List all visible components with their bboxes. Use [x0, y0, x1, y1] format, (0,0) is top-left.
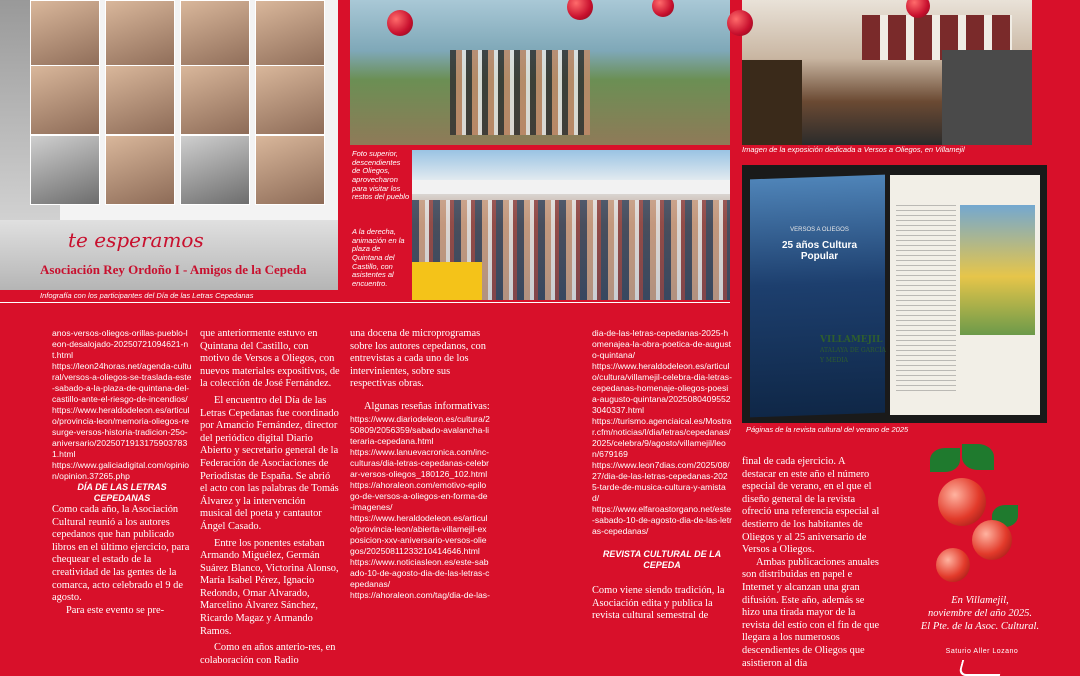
portrait-photo: [105, 135, 175, 205]
portrait-photo: [30, 65, 100, 135]
handwritten-signature: [958, 660, 1004, 676]
portrait-photo: [180, 135, 250, 205]
section-heading-letras: DÍA DE LAS LETRAS CEPEDANAS: [77, 482, 167, 503]
plaza-crowd-photo: [412, 150, 730, 300]
exhibition-photo: [742, 0, 1032, 145]
column-5: [742, 456, 880, 670]
section-heading-revista: REVISTA CULTURAL DE LA CEPEDA: [602, 549, 722, 570]
paragraph: Como cada año, la Asociación Cultural reunió a los autores cepedanos que han publicado libros en el último ejercicio, para chequear el estado de la creatividad de las gentes de la comarca, acto celebrado el 9 de agosto.: [52, 504, 190, 604]
caption-descendants: Foto superior, descendientes de Oliegos, aprovecharon para visitar los restos del pueblo: [352, 149, 410, 202]
portrait-photo: [255, 65, 325, 135]
portrait-photo: [180, 0, 250, 70]
association-name: Asociación Rey Ordoño I - Amigos de la Cepeda: [40, 262, 307, 277]
page-art: [960, 205, 1035, 335]
christmas-bauble-icon: [938, 478, 986, 526]
portrait-photo: [255, 0, 325, 70]
signature-block: [890, 594, 1070, 633]
yellow-box: [412, 262, 482, 300]
portrait-photo: [180, 65, 250, 135]
page-art-title: VILLAMEJIL ATALAYA DE GARCÍA Y MEDIA: [820, 335, 886, 364]
infographic-tagline: te esperamos: [68, 228, 204, 252]
christmas-bauble-icon: [972, 520, 1012, 560]
group-people: [450, 50, 590, 135]
paragraph: El encuentro del Día de las Letras Cepedanas fue coordinado por Amancio Fernández, director del periódico digital Diario Abierto y secretario general de la Federación de Asociaciones de Periodistas de España. Se abrió el acto con las palabras de Tomás Álvarez y la intervención musical del poeta y cantautor Ángel Casado.: [200, 394, 339, 532]
column-2: [200, 328, 340, 667]
paragraph: Como viene siendo tradición, la Asociación edita y publica la revista cultural semestral de: [592, 585, 725, 622]
signature-place: En Villamejil,: [951, 595, 1009, 606]
divider: [0, 302, 730, 303]
christmas-bauble-icon: [936, 548, 970, 582]
caption-exhibition: Imagen de la exposición dedicada a Versos a Oliegos, en Villamejil: [742, 145, 965, 154]
signature-date: noviembre del año 2025.: [927, 608, 1032, 619]
paragraph: Para este evento se pre-: [66, 604, 165, 616]
holly-leaf-icon: [930, 448, 960, 472]
signatory-name: Saturio Aller Lozano: [945, 648, 1019, 655]
tent-canopy: [412, 180, 730, 194]
text-lines: [896, 205, 956, 395]
christmas-bauble-icon: [727, 10, 753, 36]
paragraph: que anteriormente estuvo en Quintana del Castillo, con motivo de Versos a Oliegos, con nuevos materiales expositivos, de la colección de José Fernández.: [200, 328, 340, 390]
portrait-photo: [255, 135, 325, 205]
christmas-bauble-icon: [387, 10, 413, 36]
infographic-panel: [0, 0, 338, 290]
caption-animation: A la derecha, animación en la plaza de Quintana del Castillo, con asistentes al encuentro.: [352, 227, 405, 288]
column-3: [350, 328, 490, 601]
paragraph: Ambas publicaciones anuales son distribuidas en papel e Internet y alcanzan una gran difusión. Este año, además se hizo una tirada mayor de la revista del estío con el fin de que llegara a los numerosos descendientes de Oliegos que asistieron al día: [742, 556, 880, 669]
portrait-photo: [105, 65, 175, 135]
paragraph: Entre los ponentes estaban Armando Miguélez, Germán Suárez Blanco, Victorina Alonso, María Isabel Pérez, Ignacio Redondo, Omar Alvarado, Marcelino Álvarez Sánchez, Ricardo Magaz y Armando Ramos.: [200, 537, 339, 637]
magazine-right-page: [890, 175, 1040, 415]
signature-role: El Pte. de la Asoc. Cultural.: [920, 621, 1040, 632]
visitor: [942, 50, 1032, 145]
paragraph: Algunas reseñas informativas:: [364, 400, 490, 412]
url-list: dia-de-las-letras-cepedanas-2025-homenajea-la-obra-poetica-de-augusto-quintana/ https://www.heraldodeleon.es/articulo/cultura/villamejil-celebra-dia-letras-cepedanas-homenaje-oliegos-poesia-augusto-quintana/20250804095523040337.html https://turismo.agenciaical.es/Mostrar.cfm/noticias/l/dia/letras/cepedanas/2025/celebra/9/agosto/villamejil/leon/679169 https://www.leon7dias.com/2025/08/27/dia-de-las-letras-cepedanas-2025-tarde-de-musica-cultura-y-amistad/ https://www.elfaroastorgano.net/este-sabado-10-de-agosto-dia-de-las-letras-cepedanas/: [592, 328, 732, 536]
paragraph: una docena de microprogramas sobre los autores cepedanos, con entrevistas a cada uno de los intervinientes, sobre sus respectivas obras.: [350, 328, 486, 390]
infographic-caption: Infografía con los participantes del Día de las Letras Cepedanas: [40, 291, 254, 300]
holly-leaf-icon: [962, 444, 994, 470]
column-4: [592, 328, 732, 623]
visitor: [742, 60, 802, 145]
magazine-left-page: [750, 175, 885, 418]
paragraph: final de cada ejercicio. A destacar en este año el número especial de verano, en el que el diseño general de la revista ofreció una referencia especial al destierro de los habitantes de Oliegos y al 25 aniversario de Versos a Oliegos.: [742, 456, 880, 556]
portrait-photo: [30, 135, 100, 205]
magazine-title: 25 años Cultura Popular: [781, 240, 858, 262]
url-list: https://www.diariodeleon.es/cultura/250809/2056359/sabado-avalancha-literaria-cepedana.html https://www.lanuevacronica.com/inc-culturas/dia-letras-cepedanas-celebrar-versos-oliegos_180126_102.html https://ahoraleon.com/emotivo-epilogo-de-versos-a-oliegos-en-forma-de-imagenes/ https://www.heraldodeleon.es/articulo/provincia-leon/abierta-villamejil-exposicion-xxv-aniversario-versos-oliegos/20250811233210414646.html https://www.noticiasleon.es/este-sabado-10-de-agosto-dia-de-las-letras-cepedanas/ https://ahoraleon.com/tag/dia-de-las-: [350, 413, 490, 600]
column-1: [52, 328, 192, 617]
magazine-photo: [742, 165, 1047, 423]
portrait-photo: [30, 0, 100, 70]
magazine-kicker: VERSOS A OLIEGOS: [790, 227, 849, 233]
url-list: anos-versos-oliegos-orillas-pueblo-leon-desalojado-20250721094621-nt.html https://leon24horas.net/agenda-cultural/versos-a-oliegos-se-traslada-este-sabado-a-la-plaza-de-quintana-del-castillo-ante-el-riesgo-de-incendios/ https://www.heraldodeleon.es/articulo/provincia-leon/memoria-oliegos-resurge-versos-historia-tradicion-25o-aniversario/20250719131759037831.html https://www.galiciadigital.com/opinion/opinion.37265.php: [52, 328, 192, 481]
caption-magazine: Páginas de la revista cultural del verano de 2025: [746, 425, 909, 434]
paragraph: Como en años anterio-res, en colaboración con Radio: [200, 642, 336, 666]
portrait-photo: [105, 0, 175, 70]
